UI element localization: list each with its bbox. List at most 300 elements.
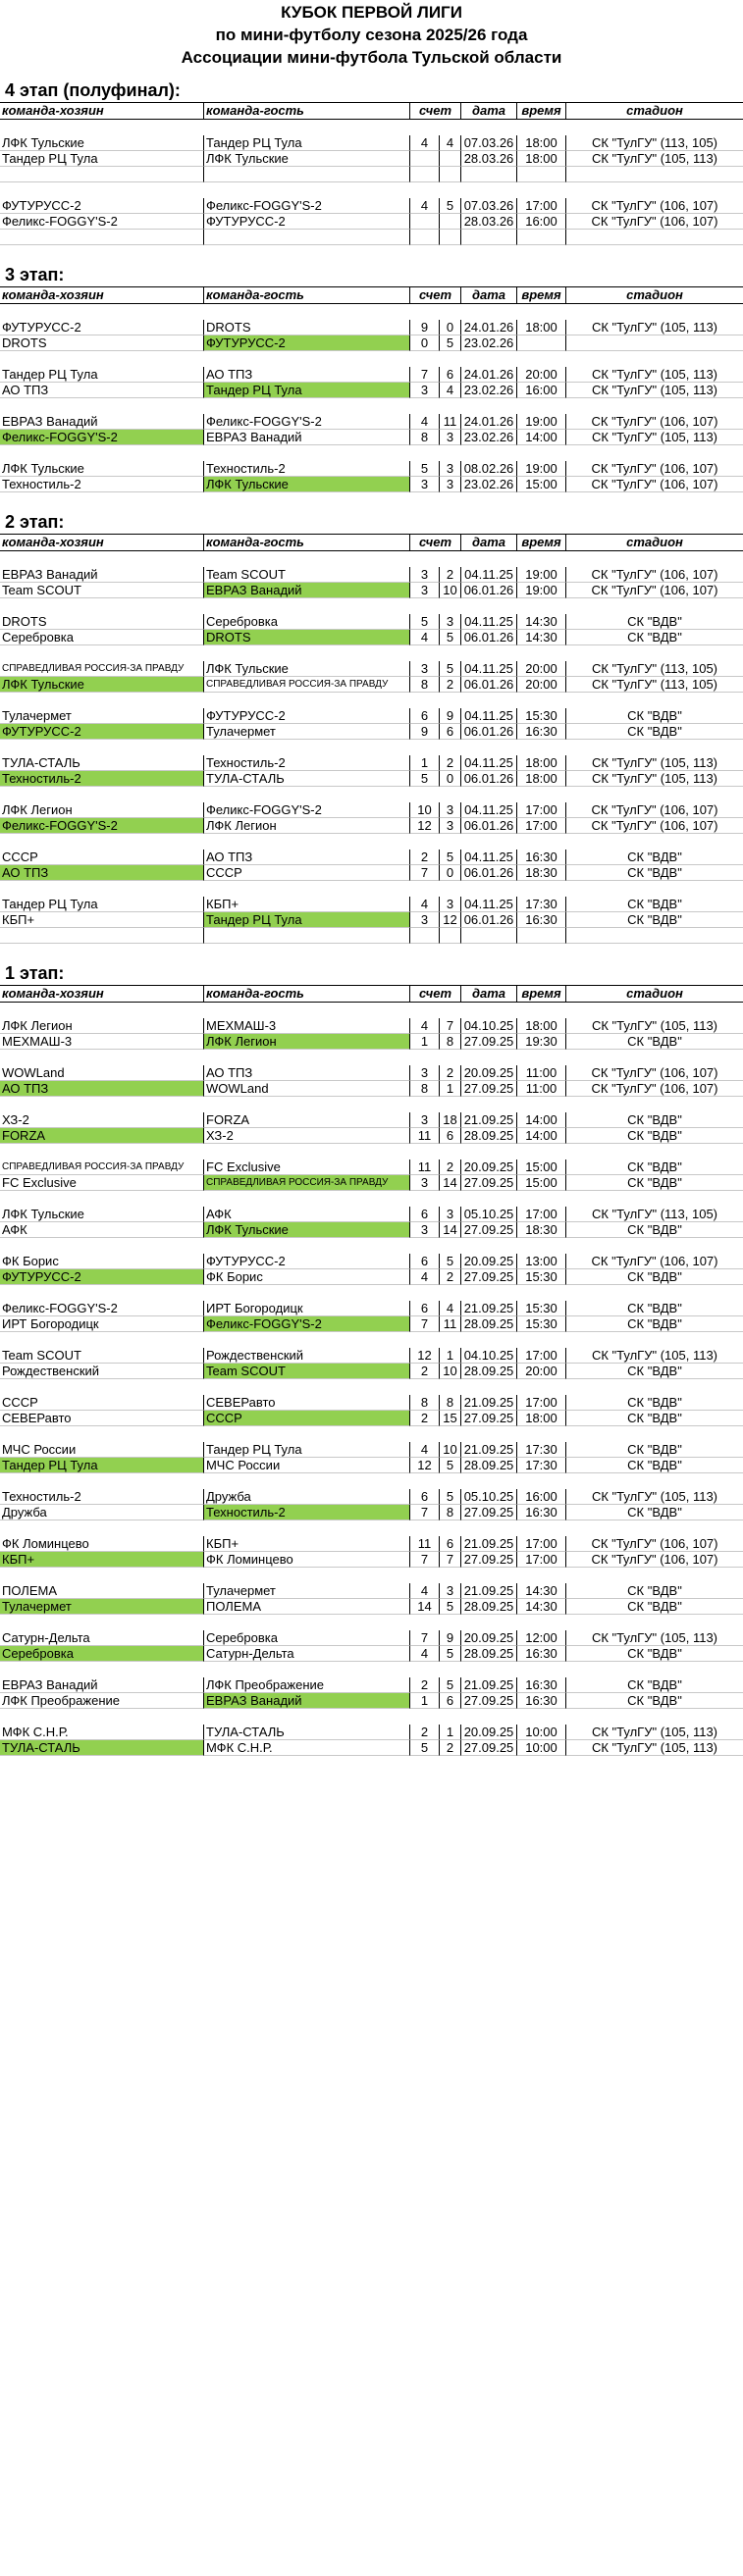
away-team: FC Exclusive xyxy=(204,1159,410,1175)
match-date: 21.09.25 xyxy=(461,1301,517,1316)
home-score: 3 xyxy=(410,1065,440,1081)
header-venue: стадион xyxy=(566,985,743,1003)
away-score: 6 xyxy=(440,1536,461,1552)
match-time: 19:00 xyxy=(517,567,566,583)
away-team: ЛФК Тульские xyxy=(204,151,410,167)
away-score: 14 xyxy=(440,1175,461,1191)
home-team: Феликс-FOGGY'S-2 xyxy=(0,430,204,445)
table-row xyxy=(0,1489,743,1505)
header-date: дата xyxy=(461,286,517,304)
away-team: ЛФК Легион xyxy=(204,818,410,834)
match-time: 14:00 xyxy=(517,1128,566,1144)
away-score: 3 xyxy=(440,477,461,492)
title-line-3: Ассоциации мини-футбола Тульской области xyxy=(181,48,562,67)
match-venue: СК "ТулГУ" (105, 113) xyxy=(566,1630,743,1646)
home-score: 7 xyxy=(410,1630,440,1646)
away-score: 3 xyxy=(440,818,461,834)
away-score xyxy=(440,928,461,944)
match-time: 16:30 xyxy=(517,850,566,865)
match-date: 05.10.25 xyxy=(461,1489,517,1505)
away-team: Техностиль-2 xyxy=(204,461,410,477)
match-date: 04.11.25 xyxy=(461,614,517,630)
table-row xyxy=(0,1411,743,1426)
match-time: 16:30 xyxy=(517,1677,566,1693)
match-venue: СК "ВДВ" xyxy=(566,1411,743,1426)
table-row xyxy=(0,1254,743,1269)
away-team: ФУТУРУСС-2 xyxy=(204,1254,410,1269)
match-venue xyxy=(566,928,743,944)
match-venue: СК "ТулГУ" (106, 107) xyxy=(566,802,743,818)
match-venue: СК "ТулГУ" (113, 105) xyxy=(566,1207,743,1222)
away-score: 2 xyxy=(440,677,461,693)
match-date xyxy=(461,230,517,245)
away-team: ЛФК Преображение xyxy=(204,1677,410,1693)
home-team: Техностиль-2 xyxy=(0,477,204,492)
match-venue: СК "ВДВ" xyxy=(566,1112,743,1128)
row-spacer xyxy=(0,1285,743,1301)
match-date: 04.11.25 xyxy=(461,567,517,583)
match-venue: СК "ТулГУ" (105, 113) xyxy=(566,1740,743,1756)
away-team: ТУЛА-СТАЛЬ xyxy=(204,771,410,787)
match-venue: СК "ВДВ" xyxy=(566,1693,743,1709)
match-venue: СК "ВДВ" xyxy=(566,1175,743,1191)
home-score: 4 xyxy=(410,135,440,151)
match-time: 17:00 xyxy=(517,818,566,834)
home-score: 4 xyxy=(410,897,440,912)
match-time xyxy=(517,230,566,245)
table-row xyxy=(0,1630,743,1646)
table-row xyxy=(0,1301,743,1316)
home-score: 12 xyxy=(410,1458,440,1473)
match-date: 04.11.25 xyxy=(461,802,517,818)
away-score: 14 xyxy=(440,1222,461,1238)
away-team: МЕХМАШ-3 xyxy=(204,1018,410,1034)
away-score: 6 xyxy=(440,367,461,383)
match-time: 16:00 xyxy=(517,383,566,398)
home-score: 0 xyxy=(410,335,440,351)
away-score: 12 xyxy=(440,912,461,928)
table-row xyxy=(0,583,743,598)
home-team: ЛФК Легион xyxy=(0,1018,204,1034)
header-score: счет xyxy=(410,985,461,1003)
match-date xyxy=(461,167,517,182)
stage-section xyxy=(0,78,743,263)
header-away: команда-гость xyxy=(204,985,410,1003)
away-team: ЛФК Тульские xyxy=(204,661,410,677)
home-score: 3 xyxy=(410,567,440,583)
match-time: 19:00 xyxy=(517,583,566,598)
away-team: АО ТПЗ xyxy=(204,1065,410,1081)
away-score: 4 xyxy=(440,383,461,398)
table-row xyxy=(0,414,743,430)
home-score: 12 xyxy=(410,818,440,834)
table-row xyxy=(0,1175,743,1191)
home-score: 8 xyxy=(410,677,440,693)
home-score: 4 xyxy=(410,1583,440,1599)
match-date: 28.09.25 xyxy=(461,1646,517,1662)
home-team: FORZA xyxy=(0,1128,204,1144)
match-venue: СК "ВДВ" xyxy=(566,1269,743,1285)
away-team: АО ТПЗ xyxy=(204,850,410,865)
home-team: Феликс-FOGGY'S-2 xyxy=(0,1301,204,1316)
table-row xyxy=(0,198,743,214)
home-score: 1 xyxy=(410,1693,440,1709)
match-time: 18:00 xyxy=(517,1411,566,1426)
match-time: 18:00 xyxy=(517,135,566,151)
match-time: 14:30 xyxy=(517,630,566,645)
home-score: 9 xyxy=(410,320,440,335)
home-score: 1 xyxy=(410,1034,440,1050)
match-time: 18:00 xyxy=(517,771,566,787)
match-time: 14:00 xyxy=(517,1112,566,1128)
home-score: 5 xyxy=(410,614,440,630)
match-time: 17:30 xyxy=(517,1442,566,1458)
header-home: команда-хозяин xyxy=(0,102,204,120)
stage-section xyxy=(0,510,743,961)
match-date xyxy=(461,928,517,944)
home-score: 10 xyxy=(410,802,440,818)
home-score: 9 xyxy=(410,724,440,740)
row-spacer xyxy=(0,1097,743,1112)
home-score: 11 xyxy=(410,1128,440,1144)
home-team: Техностиль-2 xyxy=(0,771,204,787)
table-row xyxy=(0,477,743,492)
table-row xyxy=(0,167,743,182)
match-venue: СК "ТулГУ" (105, 113) xyxy=(566,755,743,771)
match-date: 06.01.26 xyxy=(461,912,517,928)
home-team: Дружба xyxy=(0,1505,204,1520)
home-team: ТУЛА-СТАЛЬ xyxy=(0,755,204,771)
match-venue: СК "ТулГУ" (105, 113) xyxy=(566,771,743,787)
match-time: 19:30 xyxy=(517,1034,566,1050)
table-row xyxy=(0,818,743,834)
match-date: 27.09.25 xyxy=(461,1693,517,1709)
away-score: 8 xyxy=(440,1395,461,1411)
match-time: 15:30 xyxy=(517,1269,566,1285)
home-score xyxy=(410,167,440,182)
away-team: ХЗ-2 xyxy=(204,1128,410,1144)
header-date: дата xyxy=(461,102,517,120)
away-team: ФУТУРУСС-2 xyxy=(204,708,410,724)
away-score: 5 xyxy=(440,1489,461,1505)
match-time xyxy=(517,928,566,944)
match-time: 17:00 xyxy=(517,1348,566,1364)
away-team: КБП+ xyxy=(204,1536,410,1552)
match-date: 24.01.26 xyxy=(461,414,517,430)
away-score: 2 xyxy=(440,1269,461,1285)
table-row xyxy=(0,1725,743,1740)
home-team: Серебровка xyxy=(0,1646,204,1662)
row-spacer xyxy=(0,182,743,198)
away-score: 11 xyxy=(440,414,461,430)
away-team: DROTS xyxy=(204,630,410,645)
home-score: 6 xyxy=(410,1254,440,1269)
away-score xyxy=(440,151,461,167)
home-team: ЕВРАЗ Ванадий xyxy=(0,414,204,430)
match-venue: СК "ВДВ" xyxy=(566,850,743,865)
home-score: 6 xyxy=(410,708,440,724)
match-date: 27.09.25 xyxy=(461,1505,517,1520)
home-score: 14 xyxy=(410,1599,440,1615)
table-row xyxy=(0,1159,743,1175)
match-time: 16:30 xyxy=(517,1505,566,1520)
match-time: 20:00 xyxy=(517,1364,566,1379)
match-venue: СК "ВДВ" xyxy=(566,1646,743,1662)
match-venue: СК "ТулГУ" (106, 107) xyxy=(566,414,743,430)
away-team: Сатурн-Дельта xyxy=(204,1646,410,1662)
match-venue: СК "ТулГУ" (105, 113) xyxy=(566,1489,743,1505)
match-date: 04.11.25 xyxy=(461,755,517,771)
home-team: ЕВРАЗ Ванадий xyxy=(0,1677,204,1693)
header-away: команда-гость xyxy=(204,534,410,551)
home-team: ПОЛЕМА xyxy=(0,1583,204,1599)
away-score: 3 xyxy=(440,614,461,630)
match-time: 16:30 xyxy=(517,1693,566,1709)
page-title xyxy=(0,0,743,69)
home-team: Team SCOUT xyxy=(0,583,204,598)
table-row xyxy=(0,1458,743,1473)
row-spacer xyxy=(0,1144,743,1159)
match-date: 20.09.25 xyxy=(461,1630,517,1646)
home-team: FC Exclusive xyxy=(0,1175,204,1191)
away-score: 2 xyxy=(440,1740,461,1756)
match-time: 18:30 xyxy=(517,1222,566,1238)
table-row xyxy=(0,1065,743,1081)
away-score: 5 xyxy=(440,1254,461,1269)
away-score: 6 xyxy=(440,1693,461,1709)
header-time: время xyxy=(517,534,566,551)
match-date: 28.03.26 xyxy=(461,214,517,230)
table-row xyxy=(0,367,743,383)
table-row xyxy=(0,1693,743,1709)
home-team: ФУТУРУСС-2 xyxy=(0,724,204,740)
match-date: 21.09.25 xyxy=(461,1583,517,1599)
home-team: Тандер РЦ Тула xyxy=(0,151,204,167)
away-team: СПРАВЕДЛИВАЯ РОССИЯ-ЗА ПРАВДУ xyxy=(204,677,410,693)
stage-title: 4 этап (полуфинал): xyxy=(5,80,181,100)
away-team: Рождественский xyxy=(204,1348,410,1364)
match-date: 06.01.26 xyxy=(461,818,517,834)
row-spacer xyxy=(0,551,743,567)
home-team: АО ТПЗ xyxy=(0,383,204,398)
match-venue: СК "ВДВ" xyxy=(566,1599,743,1615)
away-team: WOWLand xyxy=(204,1081,410,1097)
table-row xyxy=(0,1536,743,1552)
table-row xyxy=(0,567,743,583)
away-team: ЛФК Тульские xyxy=(204,477,410,492)
match-venue: СК "ТулГУ" (105, 113) xyxy=(566,1018,743,1034)
away-team: Тулачермет xyxy=(204,724,410,740)
header-away: команда-гость xyxy=(204,102,410,120)
away-team: Тандер РЦ Тула xyxy=(204,1442,410,1458)
home-score: 11 xyxy=(410,1159,440,1175)
table-row xyxy=(0,1222,743,1238)
match-venue: СК "ВДВ" xyxy=(566,1222,743,1238)
match-time: 17:30 xyxy=(517,897,566,912)
home-team: ФК Ломинцево xyxy=(0,1536,204,1552)
home-score: 7 xyxy=(410,1552,440,1568)
match-date: 20.09.25 xyxy=(461,1725,517,1740)
match-date: 28.03.26 xyxy=(461,151,517,167)
match-venue: СК "ТулГУ" (106, 107) xyxy=(566,1081,743,1097)
home-score: 11 xyxy=(410,1536,440,1552)
match-venue: СК "ТулГУ" (105, 113) xyxy=(566,383,743,398)
row-spacer xyxy=(0,834,743,850)
away-team: Феликс-FOGGY'S-2 xyxy=(204,198,410,214)
home-team xyxy=(0,167,204,182)
row-spacer xyxy=(0,1050,743,1065)
away-score: 4 xyxy=(440,135,461,151)
away-team: ФУТУРУСС-2 xyxy=(204,214,410,230)
home-team: АФК xyxy=(0,1222,204,1238)
home-score: 4 xyxy=(410,198,440,214)
home-score: 2 xyxy=(410,1725,440,1740)
header-date: дата xyxy=(461,985,517,1003)
stage-section xyxy=(0,263,743,510)
home-score: 3 xyxy=(410,1222,440,1238)
home-score xyxy=(410,151,440,167)
match-date: 23.02.26 xyxy=(461,477,517,492)
match-time: 14:00 xyxy=(517,430,566,445)
match-date: 06.01.26 xyxy=(461,677,517,693)
match-date: 06.01.26 xyxy=(461,865,517,881)
home-team: Тулачермет xyxy=(0,1599,204,1615)
home-team: Тандер РЦ Тула xyxy=(0,897,204,912)
home-score: 1 xyxy=(410,755,440,771)
home-team: Рождественский xyxy=(0,1364,204,1379)
away-team: ЛФК Тульские xyxy=(204,1222,410,1238)
home-score: 4 xyxy=(410,1269,440,1285)
away-team: Тандер РЦ Тула xyxy=(204,383,410,398)
home-score xyxy=(410,214,440,230)
row-spacer xyxy=(0,351,743,367)
match-venue: СК "ТулГУ" (106, 107) xyxy=(566,198,743,214)
row-spacer xyxy=(0,1615,743,1630)
away-score: 3 xyxy=(440,430,461,445)
match-time: 17:30 xyxy=(517,1458,566,1473)
away-team: Техностиль-2 xyxy=(204,755,410,771)
header-time: время xyxy=(517,286,566,304)
match-time: 11:00 xyxy=(517,1081,566,1097)
home-score: 4 xyxy=(410,630,440,645)
match-venue: СК "ТулГУ" (106, 107) xyxy=(566,1254,743,1269)
home-score: 5 xyxy=(410,461,440,477)
table-row xyxy=(0,661,743,677)
away-score: 5 xyxy=(440,630,461,645)
match-date: 27.09.25 xyxy=(461,1081,517,1097)
home-score: 7 xyxy=(410,865,440,881)
match-time: 17:00 xyxy=(517,1395,566,1411)
match-venue: СК "ВДВ" xyxy=(566,1505,743,1520)
row-spacer xyxy=(0,1520,743,1536)
match-date: 21.09.25 xyxy=(461,1536,517,1552)
table-row xyxy=(0,1112,743,1128)
table-row xyxy=(0,1395,743,1411)
match-time: 19:00 xyxy=(517,414,566,430)
away-team: ФК Борис xyxy=(204,1269,410,1285)
away-score: 4 xyxy=(440,1301,461,1316)
home-score xyxy=(410,230,440,245)
away-score: 3 xyxy=(440,1583,461,1599)
away-score: 3 xyxy=(440,802,461,818)
table-row xyxy=(0,1081,743,1097)
row-spacer xyxy=(0,120,743,135)
match-time: 20:00 xyxy=(517,677,566,693)
match-time xyxy=(517,335,566,351)
match-time: 18:00 xyxy=(517,320,566,335)
home-team: ЕВРАЗ Ванадий xyxy=(0,567,204,583)
home-score: 3 xyxy=(410,583,440,598)
match-date: 06.01.26 xyxy=(461,724,517,740)
match-venue xyxy=(566,230,743,245)
match-venue: СК "ВДВ" xyxy=(566,1442,743,1458)
match-date: 04.11.25 xyxy=(461,850,517,865)
away-score: 5 xyxy=(440,198,461,214)
header-venue: стадион xyxy=(566,102,743,120)
match-venue: СК "ТулГУ" (105, 113) xyxy=(566,1725,743,1740)
table-row xyxy=(0,1552,743,1568)
away-score: 7 xyxy=(440,1018,461,1034)
away-team: АФК xyxy=(204,1207,410,1222)
home-score: 12 xyxy=(410,1348,440,1364)
match-venue: СК "ТулГУ" (113, 105) xyxy=(566,135,743,151)
away-team: КБП+ xyxy=(204,897,410,912)
match-date: 27.09.25 xyxy=(461,1269,517,1285)
table-row xyxy=(0,1505,743,1520)
match-time: 15:30 xyxy=(517,1301,566,1316)
table-row xyxy=(0,614,743,630)
away-score: 1 xyxy=(440,1081,461,1097)
table-row xyxy=(0,1316,743,1332)
match-venue: СК "ТулГУ" (105, 113) xyxy=(566,430,743,445)
match-venue: СК "ВДВ" xyxy=(566,1034,743,1050)
home-team: Тулачермет xyxy=(0,708,204,724)
match-date: 21.09.25 xyxy=(461,1442,517,1458)
home-score: 4 xyxy=(410,1442,440,1458)
away-team: Техностиль-2 xyxy=(204,1505,410,1520)
title-line-1: КУБОК ПЕРВОЙ ЛИГИ xyxy=(281,3,462,22)
match-date: 21.09.25 xyxy=(461,1112,517,1128)
match-venue: СК "ТулГУ" (113, 105) xyxy=(566,677,743,693)
match-venue: СК "ТулГУ" (106, 107) xyxy=(566,1536,743,1552)
match-time: 15:00 xyxy=(517,1159,566,1175)
away-team: ЕВРАЗ Ванадий xyxy=(204,430,410,445)
away-team: ЛФК Легион xyxy=(204,1034,410,1050)
match-time xyxy=(517,167,566,182)
table-row xyxy=(0,430,743,445)
away-team: Феликс-FOGGY'S-2 xyxy=(204,802,410,818)
match-venue: СК "ТулГУ" (106, 107) xyxy=(566,214,743,230)
header-home: команда-хозяин xyxy=(0,534,204,551)
home-score: 3 xyxy=(410,383,440,398)
home-score: 4 xyxy=(410,1018,440,1034)
away-team xyxy=(204,167,410,182)
header-score: счет xyxy=(410,286,461,304)
header-time: время xyxy=(517,985,566,1003)
away-score xyxy=(440,230,461,245)
home-team xyxy=(0,230,204,245)
home-team: ЛФК Легион xyxy=(0,802,204,818)
away-score: 5 xyxy=(440,661,461,677)
table-row xyxy=(0,1599,743,1615)
home-score: 3 xyxy=(410,477,440,492)
home-team: КБП+ xyxy=(0,912,204,928)
away-team: ИРТ Богородицк xyxy=(204,1301,410,1316)
match-time: 11:00 xyxy=(517,1065,566,1081)
table-row xyxy=(0,708,743,724)
row-spacer xyxy=(0,1191,743,1207)
table-row xyxy=(0,1740,743,1756)
